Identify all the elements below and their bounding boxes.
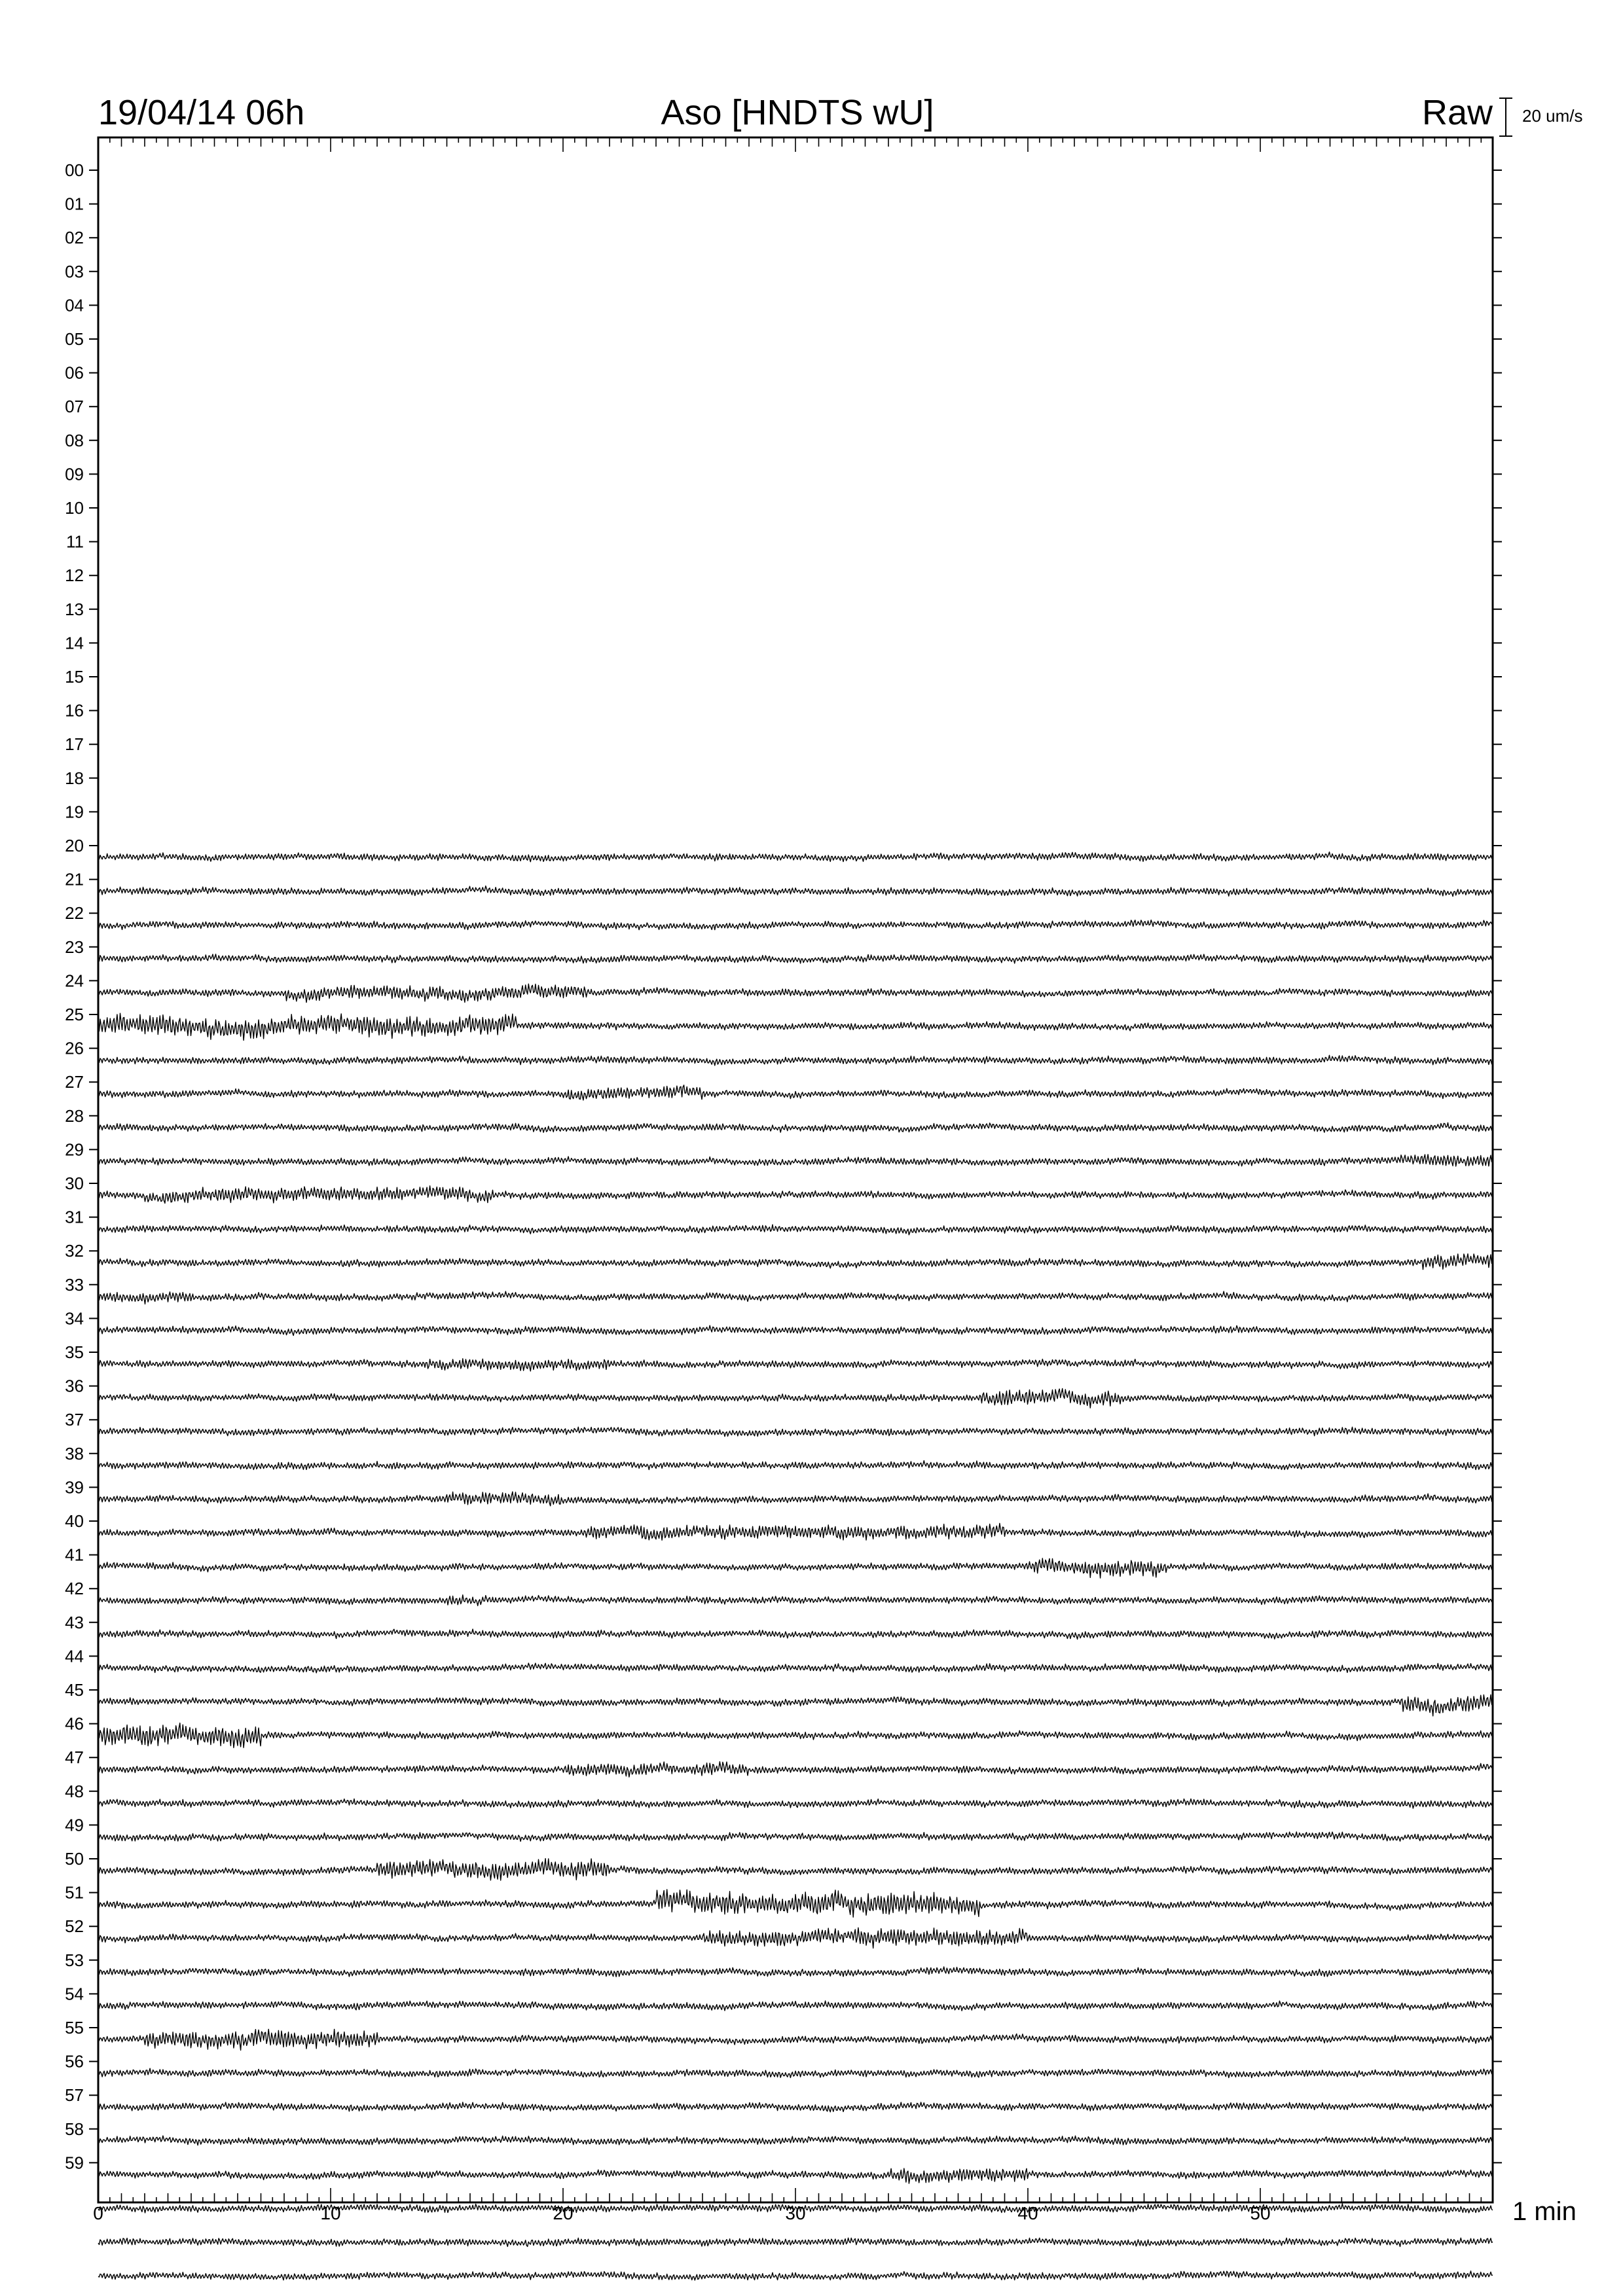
- trace-line: [98, 1967, 1493, 1977]
- row-label: 17: [65, 734, 84, 755]
- trace-line: [98, 1663, 1493, 1673]
- row-label: 25: [65, 1005, 84, 1024]
- amplitude-scale-label: 20 um/s: [1522, 106, 1583, 126]
- row-label: 22: [65, 903, 84, 924]
- trace-line: [98, 2238, 1493, 2246]
- frame-ticks: [98, 137, 1493, 2202]
- row-label: 08: [65, 430, 84, 450]
- trace-line: [98, 1461, 1493, 1470]
- trace-line: [98, 1225, 1493, 1235]
- time-tick-label: 20: [553, 2203, 574, 2223]
- chart-datetime: 19/04/14 06h: [98, 93, 305, 132]
- row-label: 01: [65, 194, 84, 214]
- trace-line: [98, 1155, 1493, 1166]
- trace-line: [98, 920, 1493, 930]
- trace-line: [98, 1492, 1493, 1506]
- row-label: 41: [65, 1545, 84, 1565]
- time-axis-labels: [93, 2203, 1270, 2223]
- row-label: 24: [65, 971, 84, 991]
- row-label: 04: [65, 295, 84, 315]
- row-label: 39: [65, 1477, 84, 1498]
- row-label: 07: [65, 397, 84, 417]
- row-label: 32: [65, 1241, 84, 1261]
- trace-line: [98, 1890, 1493, 1917]
- trace-line: [98, 2136, 1493, 2145]
- row-label: 00: [65, 160, 84, 180]
- row-label: 14: [65, 633, 84, 653]
- trace-line: [98, 1799, 1493, 1808]
- time-tick-label: 50: [1250, 2203, 1271, 2223]
- row-label: 52: [65, 1916, 84, 1937]
- row-label: 53: [65, 1950, 84, 1970]
- row-label: 27: [65, 1072, 84, 1092]
- row-label: 56: [65, 2051, 84, 2072]
- row-label: 38: [65, 1443, 84, 1463]
- row-label: 36: [65, 1376, 84, 1396]
- row-label: 16: [65, 700, 84, 721]
- trace-line: [98, 1524, 1493, 1541]
- row-label: 59: [65, 2153, 84, 2173]
- trace-line: [98, 2068, 1493, 2077]
- row-label: 26: [65, 1038, 84, 1058]
- row-label: 02: [65, 228, 84, 248]
- row-label: 44: [65, 1646, 84, 1666]
- row-label: 11: [66, 531, 84, 552]
- row-label: 40: [65, 1511, 84, 1531]
- row-labels: [65, 160, 1502, 2172]
- row-label: 51: [65, 1882, 84, 1903]
- plot-frame: [98, 137, 1493, 2202]
- row-label: 18: [65, 768, 84, 788]
- trace-line: [98, 1085, 1493, 1100]
- trace-line: [98, 1122, 1493, 1132]
- time-unit-label: 1 min: [1512, 2197, 1577, 2226]
- trace-line: [98, 1762, 1493, 1777]
- trace-line: [98, 954, 1493, 963]
- trace-line: [98, 1427, 1493, 1436]
- trace-line: [98, 1254, 1493, 1270]
- row-label: 33: [65, 1274, 84, 1295]
- trace-line: [98, 2168, 1493, 2183]
- row-label: 50: [65, 1849, 84, 1869]
- row-label: 46: [65, 1713, 84, 1734]
- trace-line: [98, 1629, 1493, 1639]
- row-label: 03: [65, 261, 84, 281]
- time-tick-label: 30: [785, 2203, 806, 2223]
- row-label: 57: [65, 2085, 84, 2106]
- row-label: 42: [65, 1579, 84, 1599]
- time-tick-label: 10: [320, 2203, 341, 2223]
- row-label: 45: [65, 1680, 84, 1700]
- row-label: 13: [65, 599, 84, 619]
- trace-line: [98, 2029, 1493, 2050]
- row-label: 47: [65, 1748, 84, 1768]
- trace-line: [98, 1389, 1493, 1408]
- trace-line: [98, 1013, 1493, 1040]
- row-label: 05: [65, 329, 84, 349]
- row-label: 54: [65, 1984, 84, 2004]
- trace-line: [98, 1055, 1493, 1066]
- row-label: 43: [65, 1612, 84, 1632]
- frame-tick-marks: [98, 137, 1493, 2202]
- trace-line: [98, 1695, 1493, 1716]
- row-label: 28: [65, 1105, 84, 1126]
- trace-line: [98, 1723, 1493, 1748]
- trace-line: [98, 1186, 1493, 1204]
- trace-line: [98, 1595, 1493, 1606]
- row-label: 15: [65, 667, 84, 687]
- row-label: 21: [65, 869, 84, 889]
- row-label: 23: [65, 937, 84, 957]
- seismic-traces: [98, 852, 1493, 2280]
- trace-line: [98, 852, 1493, 862]
- row-label: 34: [65, 1308, 84, 1329]
- row-label: 10: [65, 498, 84, 518]
- trace-line: [98, 1291, 1493, 1304]
- row-label: 58: [65, 2119, 84, 2139]
- trace-line: [98, 1859, 1493, 1880]
- row-label: 19: [65, 802, 84, 822]
- row-label: 29: [65, 1139, 84, 1160]
- amplitude-scale-bar: [1499, 98, 1512, 136]
- row-label: 35: [65, 1342, 84, 1362]
- trace-line: [98, 984, 1493, 1002]
- time-tick-label: 0: [93, 2203, 103, 2223]
- row-label: 49: [65, 1815, 84, 1835]
- row-label: 12: [65, 565, 84, 586]
- row-label: 55: [65, 2018, 84, 2037]
- row-label: 37: [65, 1410, 84, 1430]
- chart-title: Aso [HNDTS wU]: [661, 93, 934, 132]
- trace-line: [98, 2271, 1493, 2280]
- trace-line: [98, 1558, 1493, 1578]
- trace-line: [98, 1359, 1493, 1371]
- trace-line: [98, 1928, 1493, 1948]
- trace-line: [98, 2001, 1493, 2011]
- chart-mode-label: Raw: [1421, 93, 1493, 132]
- row-label: 30: [65, 1174, 84, 1193]
- trace-line: [98, 886, 1493, 897]
- row-label: 20: [65, 836, 84, 855]
- trace-line: [98, 2102, 1493, 2112]
- row-label: 06: [65, 363, 84, 383]
- row-label: 31: [65, 1207, 84, 1227]
- row-label: 48: [65, 1781, 84, 1801]
- row-label: 09: [65, 464, 84, 484]
- trace-line: [98, 1325, 1493, 1335]
- time-tick-label: 40: [1017, 2203, 1038, 2223]
- trace-line: [98, 1832, 1493, 1841]
